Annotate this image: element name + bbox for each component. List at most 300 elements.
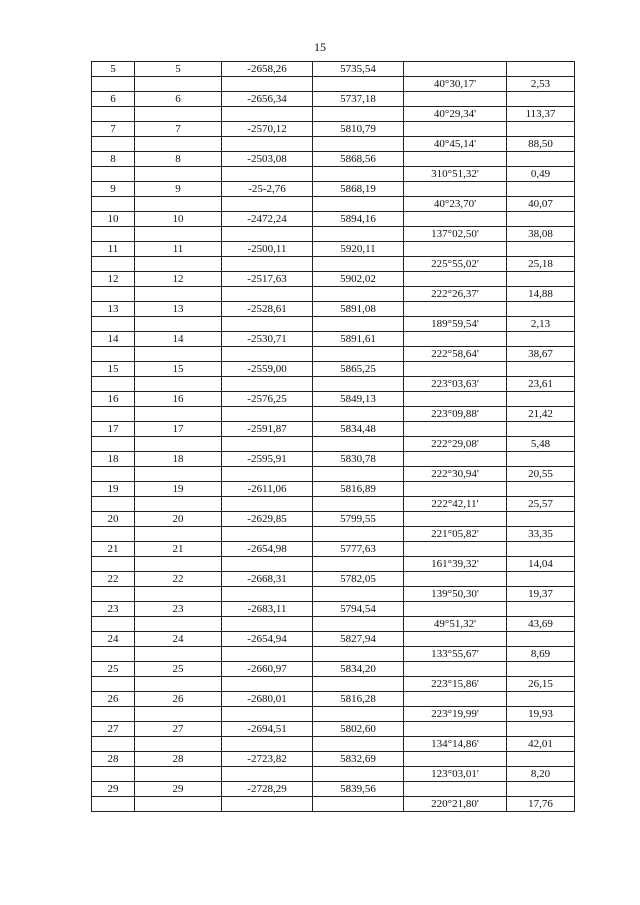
point-cell: 17 (92, 422, 135, 437)
x-coordinate-cell: -2570,12 (222, 122, 313, 137)
direction-angle-cell: 189°59,54' (404, 317, 507, 332)
x-coordinate-cell: -2723,82 (222, 752, 313, 767)
direction-angle-cell: 225°55,02' (404, 257, 507, 272)
table-row (92, 782, 575, 797)
y-coordinate-cell: 5827,94 (313, 632, 404, 647)
empty-cell (92, 77, 135, 92)
table-row (92, 137, 575, 152)
empty-cell (222, 737, 313, 752)
empty-cell (313, 227, 404, 242)
table-row (92, 182, 575, 197)
table-row (92, 737, 575, 752)
empty-cell (313, 317, 404, 332)
table-row (92, 152, 575, 167)
empty-cell (135, 617, 222, 632)
empty-cell (92, 377, 135, 392)
number-cell: 12 (135, 272, 222, 287)
y-coordinate-cell: 5894,16 (313, 212, 404, 227)
point-cell: 27 (92, 722, 135, 737)
number-cell: 25 (135, 662, 222, 677)
empty-cell (92, 137, 135, 152)
empty-cell (92, 617, 135, 632)
empty-cell (135, 557, 222, 572)
table-row (92, 422, 575, 437)
empty-cell (507, 482, 575, 497)
empty-cell (135, 467, 222, 482)
number-cell: 10 (135, 212, 222, 227)
point-cell: 7 (92, 122, 135, 137)
direction-angle-cell: 221°05,82' (404, 527, 507, 542)
table-row (92, 482, 575, 497)
distance-cell: 5,48 (507, 437, 575, 452)
empty-cell (135, 347, 222, 362)
table-row (92, 617, 575, 632)
y-coordinate-cell: 5777,63 (313, 542, 404, 557)
number-cell: 24 (135, 632, 222, 647)
empty-cell (92, 707, 135, 722)
table-row (92, 92, 575, 107)
distance-cell: 14,04 (507, 557, 575, 572)
number-cell: 26 (135, 692, 222, 707)
empty-cell (313, 407, 404, 422)
empty-cell (404, 752, 507, 767)
empty-cell (313, 257, 404, 272)
direction-angle-cell: 223°09,88' (404, 407, 507, 422)
number-cell: 27 (135, 722, 222, 737)
empty-cell (135, 317, 222, 332)
number-cell: 28 (135, 752, 222, 767)
distance-cell: 19,37 (507, 587, 575, 602)
empty-cell (92, 587, 135, 602)
empty-cell (313, 437, 404, 452)
table-row (92, 557, 575, 572)
empty-cell (507, 392, 575, 407)
empty-cell (404, 92, 507, 107)
empty-cell (404, 122, 507, 137)
empty-cell (222, 347, 313, 362)
number-cell: 16 (135, 392, 222, 407)
direction-angle-cell: 223°19,99' (404, 707, 507, 722)
table-row (92, 437, 575, 452)
direction-angle-cell: 161°39,32' (404, 557, 507, 572)
empty-cell (404, 182, 507, 197)
empty-cell (507, 452, 575, 467)
empty-cell (313, 677, 404, 692)
x-coordinate-cell: -2694,51 (222, 722, 313, 737)
point-cell: 14 (92, 332, 135, 347)
table-row (92, 347, 575, 362)
table-row (92, 167, 575, 182)
empty-cell (135, 647, 222, 662)
empty-cell (222, 647, 313, 662)
empty-cell (222, 797, 313, 812)
x-coordinate-cell: -2629,85 (222, 512, 313, 527)
point-cell: 25 (92, 662, 135, 677)
point-cell: 18 (92, 452, 135, 467)
distance-cell: 38,08 (507, 227, 575, 242)
empty-cell (222, 407, 313, 422)
empty-cell (92, 107, 135, 122)
table-row (92, 662, 575, 677)
distance-cell: 88,50 (507, 137, 575, 152)
y-coordinate-cell: 5849,13 (313, 392, 404, 407)
point-cell: 9 (92, 182, 135, 197)
x-coordinate-cell: -2611,06 (222, 482, 313, 497)
empty-cell (92, 797, 135, 812)
table-row (92, 212, 575, 227)
empty-cell (404, 62, 507, 77)
number-cell: 6 (135, 92, 222, 107)
y-coordinate-cell: 5816,28 (313, 692, 404, 707)
number-cell: 13 (135, 302, 222, 317)
empty-cell (507, 272, 575, 287)
y-coordinate-cell: 5920,11 (313, 242, 404, 257)
empty-cell (313, 707, 404, 722)
x-coordinate-cell: -2728,29 (222, 782, 313, 797)
empty-cell (404, 452, 507, 467)
point-cell: 13 (92, 302, 135, 317)
direction-angle-cell: 40°29,34' (404, 107, 507, 122)
empty-cell (135, 377, 222, 392)
distance-cell: 33,35 (507, 527, 575, 542)
empty-cell (404, 692, 507, 707)
empty-cell (135, 707, 222, 722)
empty-cell (507, 512, 575, 527)
empty-cell (135, 197, 222, 212)
table-row (92, 797, 575, 812)
empty-cell (313, 377, 404, 392)
empty-cell (313, 767, 404, 782)
point-cell: 5 (92, 62, 135, 77)
number-cell: 5 (135, 62, 222, 77)
empty-cell (313, 557, 404, 572)
distance-cell: 40,07 (507, 197, 575, 212)
point-cell: 10 (92, 212, 135, 227)
point-cell: 12 (92, 272, 135, 287)
point-cell: 16 (92, 392, 135, 407)
x-coordinate-cell: -2591,87 (222, 422, 313, 437)
direction-angle-cell: 49°51,32' (404, 617, 507, 632)
empty-cell (92, 737, 135, 752)
empty-cell (92, 677, 135, 692)
point-cell: 8 (92, 152, 135, 167)
distance-cell: 8,69 (507, 647, 575, 662)
x-coordinate-cell: -2503,08 (222, 152, 313, 167)
empty-cell (313, 467, 404, 482)
coordinates-table (91, 61, 575, 812)
empty-cell (313, 107, 404, 122)
empty-cell (507, 122, 575, 137)
x-coordinate-cell: -2500,11 (222, 242, 313, 257)
number-cell: 22 (135, 572, 222, 587)
empty-cell (507, 752, 575, 767)
empty-cell (404, 482, 507, 497)
table-row (92, 707, 575, 722)
y-coordinate-cell: 5782,05 (313, 572, 404, 587)
direction-angle-cell: 137°02,50' (404, 227, 507, 242)
empty-cell (92, 647, 135, 662)
empty-cell (92, 347, 135, 362)
empty-cell (507, 62, 575, 77)
table-row (92, 62, 575, 77)
empty-cell (404, 302, 507, 317)
empty-cell (313, 497, 404, 512)
empty-cell (222, 587, 313, 602)
empty-cell (135, 407, 222, 422)
table-row (92, 467, 575, 482)
point-cell: 21 (92, 542, 135, 557)
empty-cell (135, 797, 222, 812)
table-row (92, 107, 575, 122)
table-row (92, 632, 575, 647)
empty-cell (507, 782, 575, 797)
empty-cell (507, 362, 575, 377)
empty-cell (222, 257, 313, 272)
y-coordinate-cell: 5865,25 (313, 362, 404, 377)
number-cell: 21 (135, 542, 222, 557)
empty-cell (135, 767, 222, 782)
empty-cell (222, 677, 313, 692)
point-cell: 28 (92, 752, 135, 767)
number-cell: 18 (135, 452, 222, 467)
empty-cell (222, 287, 313, 302)
empty-cell (404, 362, 507, 377)
point-cell: 6 (92, 92, 135, 107)
empty-cell (507, 152, 575, 167)
empty-cell (92, 317, 135, 332)
y-coordinate-cell: 5810,79 (313, 122, 404, 137)
y-coordinate-cell: 5799,55 (313, 512, 404, 527)
empty-cell (135, 287, 222, 302)
y-coordinate-cell: 5834,20 (313, 662, 404, 677)
distance-cell: 26,15 (507, 677, 575, 692)
direction-angle-cell: 40°23,70' (404, 197, 507, 212)
empty-cell (313, 617, 404, 632)
empty-cell (92, 467, 135, 482)
y-coordinate-cell: 5839,56 (313, 782, 404, 797)
empty-cell (222, 767, 313, 782)
x-coordinate-cell: -2559,00 (222, 362, 313, 377)
direction-angle-cell: 222°29,08' (404, 437, 507, 452)
empty-cell (404, 392, 507, 407)
empty-cell (135, 167, 222, 182)
empty-cell (222, 167, 313, 182)
table-row (92, 122, 575, 137)
direction-angle-cell: 222°42,11' (404, 497, 507, 512)
empty-cell (404, 722, 507, 737)
direction-angle-cell: 40°30,17' (404, 77, 507, 92)
table-row (92, 752, 575, 767)
table-row (92, 602, 575, 617)
direction-angle-cell: 223°03,63' (404, 377, 507, 392)
page-number: 15 (314, 40, 326, 54)
empty-cell (313, 527, 404, 542)
point-cell: 24 (92, 632, 135, 647)
table-row (92, 677, 575, 692)
empty-cell (92, 497, 135, 512)
x-coordinate-cell: -2680,01 (222, 692, 313, 707)
point-cell: 26 (92, 692, 135, 707)
y-coordinate-cell: 5737,18 (313, 92, 404, 107)
empty-cell (404, 332, 507, 347)
empty-cell (135, 677, 222, 692)
empty-cell (222, 377, 313, 392)
distance-cell: 23,61 (507, 377, 575, 392)
empty-cell (92, 257, 135, 272)
number-cell: 8 (135, 152, 222, 167)
empty-cell (507, 422, 575, 437)
distance-cell: 21,42 (507, 407, 575, 422)
empty-cell (507, 212, 575, 227)
empty-cell (92, 557, 135, 572)
y-coordinate-cell: 5834,48 (313, 422, 404, 437)
table-row (92, 497, 575, 512)
direction-angle-cell: 220°21,80' (404, 797, 507, 812)
empty-cell (404, 212, 507, 227)
empty-cell (507, 302, 575, 317)
empty-cell (313, 197, 404, 212)
y-coordinate-cell: 5902,02 (313, 272, 404, 287)
y-coordinate-cell: 5816,89 (313, 482, 404, 497)
distance-cell: 43,69 (507, 617, 575, 632)
point-cell: 11 (92, 242, 135, 257)
empty-cell (313, 587, 404, 602)
table-row (92, 692, 575, 707)
empty-cell (404, 272, 507, 287)
number-cell: 7 (135, 122, 222, 137)
empty-cell (507, 332, 575, 347)
number-cell: 23 (135, 602, 222, 617)
empty-cell (404, 662, 507, 677)
y-coordinate-cell: 5891,08 (313, 302, 404, 317)
distance-cell: 25,57 (507, 497, 575, 512)
direction-angle-cell: 222°30,94' (404, 467, 507, 482)
empty-cell (92, 167, 135, 182)
distance-cell: 42,01 (507, 737, 575, 752)
direction-angle-cell: 310°51,32' (404, 167, 507, 182)
distance-cell: 25,18 (507, 257, 575, 272)
table-row (92, 257, 575, 272)
empty-cell (404, 152, 507, 167)
empty-cell (92, 527, 135, 542)
empty-cell (404, 602, 507, 617)
direction-angle-cell: 223°15,86' (404, 677, 507, 692)
empty-cell (222, 197, 313, 212)
empty-cell (313, 77, 404, 92)
empty-cell (222, 437, 313, 452)
distance-cell: 19,93 (507, 707, 575, 722)
empty-cell (135, 587, 222, 602)
empty-cell (313, 347, 404, 362)
distance-cell: 113,37 (507, 107, 575, 122)
empty-cell (404, 782, 507, 797)
empty-cell (313, 167, 404, 182)
number-cell: 20 (135, 512, 222, 527)
empty-cell (222, 497, 313, 512)
table-row (92, 197, 575, 212)
table-row (92, 722, 575, 737)
empty-cell (222, 107, 313, 122)
empty-cell (92, 767, 135, 782)
x-coordinate-cell: -2660,97 (222, 662, 313, 677)
empty-cell (507, 662, 575, 677)
empty-cell (507, 692, 575, 707)
distance-cell: 8,20 (507, 767, 575, 782)
table-row (92, 377, 575, 392)
number-cell: 29 (135, 782, 222, 797)
empty-cell (313, 737, 404, 752)
empty-cell (135, 527, 222, 542)
y-coordinate-cell: 5868,19 (313, 182, 404, 197)
empty-cell (404, 572, 507, 587)
empty-cell (507, 722, 575, 737)
point-cell: 29 (92, 782, 135, 797)
direction-angle-cell: 222°26,37' (404, 287, 507, 302)
number-cell: 19 (135, 482, 222, 497)
table-row (92, 647, 575, 662)
table-row (92, 242, 575, 257)
table-row (92, 317, 575, 332)
distance-cell: 17,76 (507, 797, 575, 812)
empty-cell (135, 227, 222, 242)
empty-cell (404, 242, 507, 257)
empty-cell (313, 137, 404, 152)
x-coordinate-cell: -2668,31 (222, 572, 313, 587)
table-row (92, 227, 575, 242)
x-coordinate-cell: -2530,71 (222, 332, 313, 347)
empty-cell (135, 257, 222, 272)
empty-cell (507, 92, 575, 107)
x-coordinate-cell: -2654,98 (222, 542, 313, 557)
empty-cell (222, 707, 313, 722)
x-coordinate-cell: -2658,26 (222, 62, 313, 77)
point-cell: 22 (92, 572, 135, 587)
empty-cell (313, 287, 404, 302)
table-row (92, 452, 575, 467)
empty-cell (507, 242, 575, 257)
empty-cell (222, 617, 313, 632)
distance-cell: 14,88 (507, 287, 575, 302)
table-row (92, 77, 575, 92)
empty-cell (222, 317, 313, 332)
x-coordinate-cell: -2528,61 (222, 302, 313, 317)
table-row (92, 302, 575, 317)
table-row (92, 587, 575, 602)
coordinates-table-body (92, 62, 575, 812)
number-cell: 9 (135, 182, 222, 197)
table-row (92, 542, 575, 557)
direction-angle-cell: 139°50,30' (404, 587, 507, 602)
empty-cell (135, 497, 222, 512)
empty-cell (404, 632, 507, 647)
empty-cell (92, 437, 135, 452)
empty-cell (222, 467, 313, 482)
x-coordinate-cell: -2472,24 (222, 212, 313, 227)
x-coordinate-cell: -2517,63 (222, 272, 313, 287)
empty-cell (404, 512, 507, 527)
table-row (92, 767, 575, 782)
empty-cell (135, 137, 222, 152)
direction-angle-cell: 40°45,14' (404, 137, 507, 152)
empty-cell (92, 197, 135, 212)
y-coordinate-cell: 5794,54 (313, 602, 404, 617)
distance-cell: 2,53 (507, 77, 575, 92)
table-row (92, 332, 575, 347)
empty-cell (222, 77, 313, 92)
empty-cell (135, 437, 222, 452)
distance-cell: 0,49 (507, 167, 575, 182)
number-cell: 15 (135, 362, 222, 377)
